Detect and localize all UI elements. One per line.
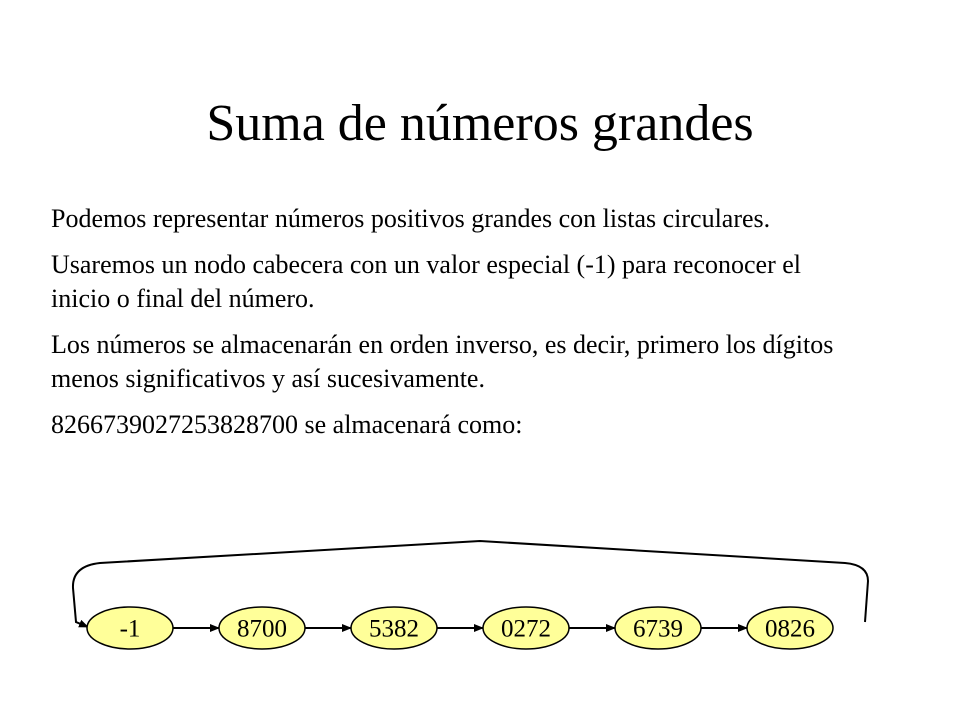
node-value: -1 — [119, 615, 141, 643]
list-node — [483, 607, 569, 649]
paragraph-header-node: Usaremos un nodo cabecera con un valor especial (-1) para reconocer el inicio o final del número. — [51, 250, 802, 313]
paragraph-circular-lists: Podemos representar números positivos grandes con listas circulares. — [51, 204, 771, 233]
node-value: 8700 — [237, 615, 287, 643]
node-value: 6739 — [633, 615, 683, 643]
slide-title: Suma de números grandes — [206, 95, 754, 152]
list-node — [87, 607, 173, 649]
list-node — [351, 607, 437, 649]
circular-return-arrow — [73, 541, 868, 627]
node-value: 0272 — [501, 615, 551, 643]
node-value: 0826 — [765, 615, 815, 643]
list-node — [219, 607, 305, 649]
node-value: 5382 — [369, 615, 419, 643]
list-node — [615, 607, 701, 649]
list-node — [747, 607, 833, 649]
paragraph-example-number: 8266739027253828700 se almacenará como: — [51, 410, 523, 439]
paragraph-reverse-order: Los números se almacenarán en orden inverso, es decir, primero los dígitos menos significativos y así sucesivamente. — [51, 330, 834, 393]
